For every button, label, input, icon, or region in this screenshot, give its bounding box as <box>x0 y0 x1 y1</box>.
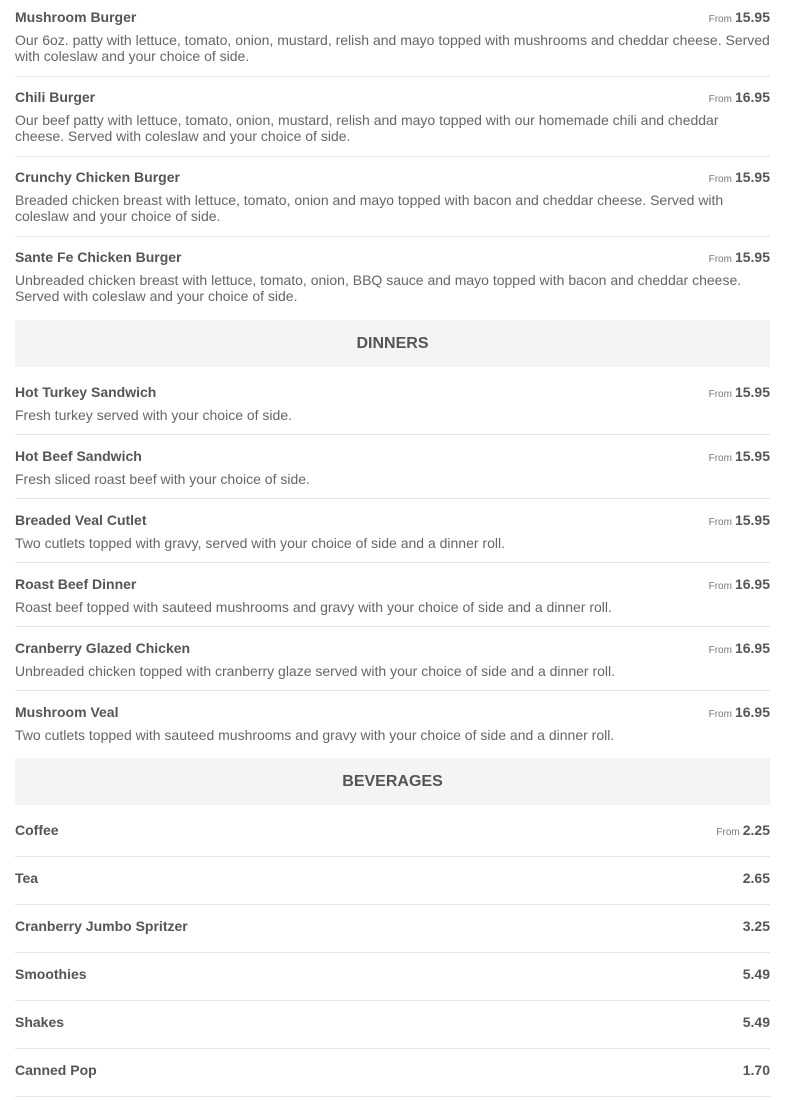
item-name: Crunchy Chicken Burger <box>15 169 180 185</box>
item-price <box>743 966 770 982</box>
price-value: 15.95 <box>734 384 770 400</box>
price-value: 16.95 <box>734 576 770 592</box>
menu-item[interactable] <box>15 435 770 499</box>
price-value: 15.95 <box>734 169 770 185</box>
section-title: DINNERS <box>356 335 429 352</box>
menu-item[interactable] <box>15 563 770 627</box>
menu-item[interactable] <box>15 367 770 435</box>
item-name: Mushroom Burger <box>15 9 137 25</box>
item-name: Roast Beef Dinner <box>15 576 137 592</box>
price-value: 5.49 <box>742 1014 770 1030</box>
price-value: 2.25 <box>742 822 770 838</box>
item-description: Two cutlets topped with sauteed mushrooms and gravy with your choice of side and a dinner roll. <box>15 727 615 743</box>
item-price <box>709 640 770 659</box>
item-name: Sante Fe Chicken Burger <box>15 249 182 265</box>
price-value: 16.95 <box>734 640 770 656</box>
item-price <box>709 384 770 403</box>
item-description: Unbreaded chicken breast with lettuce, tomato, onion, BBQ sauce and mayo topped with bacon and cheddar cheese. Served with coleslaw and your choice of side. <box>15 272 742 304</box>
item-description: Unbreaded chicken topped with cranberry glaze served with your choice of side and a dinner roll. <box>15 663 616 679</box>
item-description: Two cutlets topped with gravy, served with your choice of side and a dinner roll. <box>15 535 505 551</box>
price-value: 5.49 <box>742 966 770 982</box>
from-label: From <box>708 709 732 720</box>
menu-item[interactable] <box>15 499 770 563</box>
price-value: 15.95 <box>734 448 770 464</box>
item-name: Tea <box>15 870 39 886</box>
item-name: Cranberry Jumbo Spritzer <box>15 918 188 934</box>
item-price <box>709 576 770 595</box>
item-name: Canned Pop <box>15 1062 97 1078</box>
from-label: From <box>708 389 732 400</box>
from-label: From <box>716 827 740 838</box>
item-price <box>709 512 770 531</box>
item-name: Coffee <box>15 822 59 838</box>
item-price <box>709 704 770 723</box>
item-description: Our 6oz. patty with lettuce, tomato, onion, mustard, relish and mayo topped with mushrooms and cheddar cheese. Served with coleslaw and your choice of side. <box>15 32 770 64</box>
price-value: 15.95 <box>734 249 770 265</box>
item-price <box>709 9 770 28</box>
menu-item[interactable] <box>15 805 770 857</box>
menu <box>15 0 770 1097</box>
item-description: Fresh turkey served with your choice of side. <box>15 407 293 423</box>
price-value: 16.95 <box>734 704 770 720</box>
item-description: Fresh sliced roast beef with your choice of side. <box>15 471 310 487</box>
item-name: Hot Beef Sandwich <box>15 448 142 464</box>
item-price <box>709 169 770 188</box>
item-description: Roast beef topped with sauteed mushrooms and gravy with your choice of side and a dinner roll. <box>15 599 612 615</box>
section-title: BEVERAGES <box>342 773 443 790</box>
item-name: Mushroom Veal <box>15 704 119 720</box>
menu-item[interactable] <box>15 905 770 953</box>
item-price <box>709 249 770 268</box>
menu-item[interactable] <box>15 857 770 905</box>
from-label: From <box>708 14 732 25</box>
price-value: 15.95 <box>734 9 770 25</box>
item-price <box>743 1014 770 1030</box>
from-label: From <box>708 94 732 105</box>
price-value: 1.70 <box>742 1062 770 1078</box>
from-label: From <box>708 645 732 656</box>
price-value: 2.65 <box>742 870 770 886</box>
menu-item[interactable] <box>15 953 770 1001</box>
item-price <box>709 448 770 467</box>
menu-item[interactable] <box>15 157 770 237</box>
item-price <box>743 1062 770 1078</box>
from-label: From <box>708 254 732 265</box>
item-price <box>743 870 770 886</box>
item-price <box>716 822 770 841</box>
item-price <box>743 918 770 934</box>
menu-item[interactable] <box>15 1001 770 1049</box>
item-name: Breaded Veal Cutlet <box>15 512 147 528</box>
menu-item[interactable] <box>15 237 770 320</box>
section-header-beverages <box>15 758 770 805</box>
item-price <box>709 89 770 108</box>
item-name: Cranberry Glazed Chicken <box>15 640 191 656</box>
menu-item[interactable] <box>15 0 770 77</box>
section-header-dinners <box>15 320 770 367</box>
menu-item[interactable] <box>15 1049 770 1097</box>
menu-item[interactable] <box>15 627 770 691</box>
item-name: Chili Burger <box>15 89 96 105</box>
item-description: Breaded chicken breast with lettuce, tomato, onion and mayo topped with bacon and cheddar cheese. Served with coleslaw and your choice of side. <box>15 192 724 224</box>
item-name: Smoothies <box>15 966 87 982</box>
item-description: Our beef patty with lettuce, tomato, onion, mustard, relish and mayo topped with our homemade chili and cheddar cheese. Served with coleslaw and your choice of side. <box>15 112 719 144</box>
item-name: Shakes <box>15 1014 65 1030</box>
item-name: Hot Turkey Sandwich <box>15 384 157 400</box>
from-label: From <box>708 453 732 464</box>
from-label: From <box>708 581 732 592</box>
from-label: From <box>708 517 732 528</box>
from-label: From <box>708 174 732 185</box>
price-value: 16.95 <box>734 89 770 105</box>
price-value: 3.25 <box>742 918 770 934</box>
price-value: 15.95 <box>734 512 770 528</box>
menu-item[interactable] <box>15 77 770 157</box>
menu-item[interactable] <box>15 691 770 758</box>
